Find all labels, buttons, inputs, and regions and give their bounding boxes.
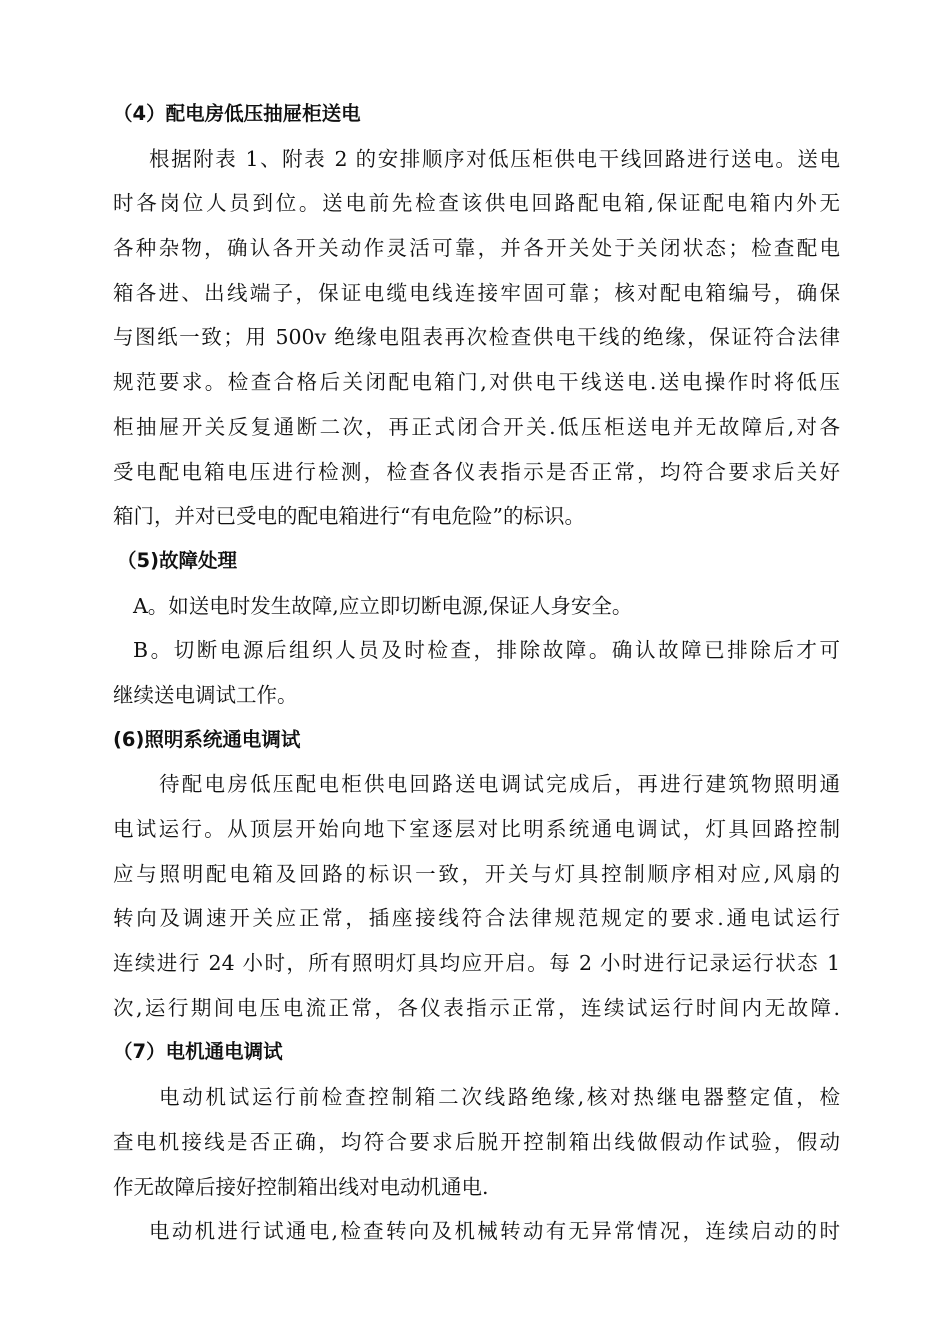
paragraph-line: 电试运行。从顶层开始向地下室逐层对比明系统通电调试，灯具回路控制 bbox=[113, 817, 840, 841]
paragraph-line: 待配电房低压配电柜供电回路送电调试完成后，再进行建筑物照明通 bbox=[159, 772, 840, 797]
paragraph-line: 电动机进行试通电,检查转向及机械转动有无异常情况，连续启动的时 bbox=[149, 1219, 840, 1244]
paragraph-line: 电动机试运行前检查控制箱二次线路绝缘,核对热继电器整定值，检 bbox=[159, 1085, 840, 1110]
paragraph-line: 柜抽屉开关反复通断二次，再正式闭合开关.低压柜送电并无故障后,对各 bbox=[113, 414, 840, 439]
paragraph-line: 受电配电箱电压进行检测，检查各仪表指示是否正常，均符合要求后关好 bbox=[113, 459, 840, 484]
paragraph-line: 箱门，并对已受电的配电箱进行“有电危险”的标识。 bbox=[113, 504, 585, 529]
paragraph-line: 转向及调速开关应正常，插座接线符合法律规范规定的要求.通电试运行 bbox=[113, 906, 840, 931]
section-heading-6: (6)照明系统通电调试 bbox=[113, 727, 301, 751]
paragraph-line: 与图纸一致；用 500v 绝缘电阻表再次检查供电干线的绝缘，保证符合法律 bbox=[113, 325, 840, 350]
paragraph-line: 作无故障后接好控制箱出线对电动机通电. bbox=[113, 1174, 489, 1199]
paragraph-line: 次,运行期间电压电流正常，各仪表指示正常，连续试运行时间内无故障. bbox=[113, 995, 840, 1020]
section-heading-7: （7）电机通电调试 bbox=[113, 1040, 283, 1064]
paragraph-line: 各种杂物，确认各开关动作灵活可靠，并各开关处于关闭状态；检查配电 bbox=[113, 236, 840, 261]
paragraph-line: 查电机接线是否正确，均符合要求后脱开控制箱出线做假动作试验，假动 bbox=[113, 1129, 840, 1154]
paragraph-line: 规范要求。检查合格后关闭配电箱门,对供电干线送电.送电操作时将低压 bbox=[113, 370, 840, 395]
paragraph-line: 继续送电调试工作。 bbox=[113, 682, 298, 707]
section-heading-4: （4）配电房低压抽屉柜送电 bbox=[113, 102, 361, 125]
paragraph-line: 时各岗位人员到位。送电前先检查该供电回路配电箱,保证配电箱内外无 bbox=[113, 191, 840, 216]
section-heading-5: （5)故障处理 bbox=[117, 548, 237, 572]
paragraph-line: 连续进行 24 小时，所有照明灯具均应开启。每 2 小时进行记录运行状态 1 bbox=[113, 951, 840, 976]
paragraph-line: B。切断电源后组织人员及时检查，排除故障。确认故障已排除后才可 bbox=[133, 638, 840, 663]
paragraph-line: 根据附表 1、附表 2 的安排顺序对低压柜供电干线回路进行送电。送电 bbox=[149, 146, 840, 171]
paragraph-line: A。如送电时发生故障,应立即切断电源,保证人身安全。 bbox=[133, 593, 633, 618]
paragraph-line: 箱各进、出线端子，保证电缆电线连接牢固可靠；核对配电箱编号，确保 bbox=[113, 280, 840, 305]
paragraph-line: 应与照明配电箱及回路的标识一致，开关与灯具控制顺序相对应,风扇的 bbox=[113, 861, 840, 886]
